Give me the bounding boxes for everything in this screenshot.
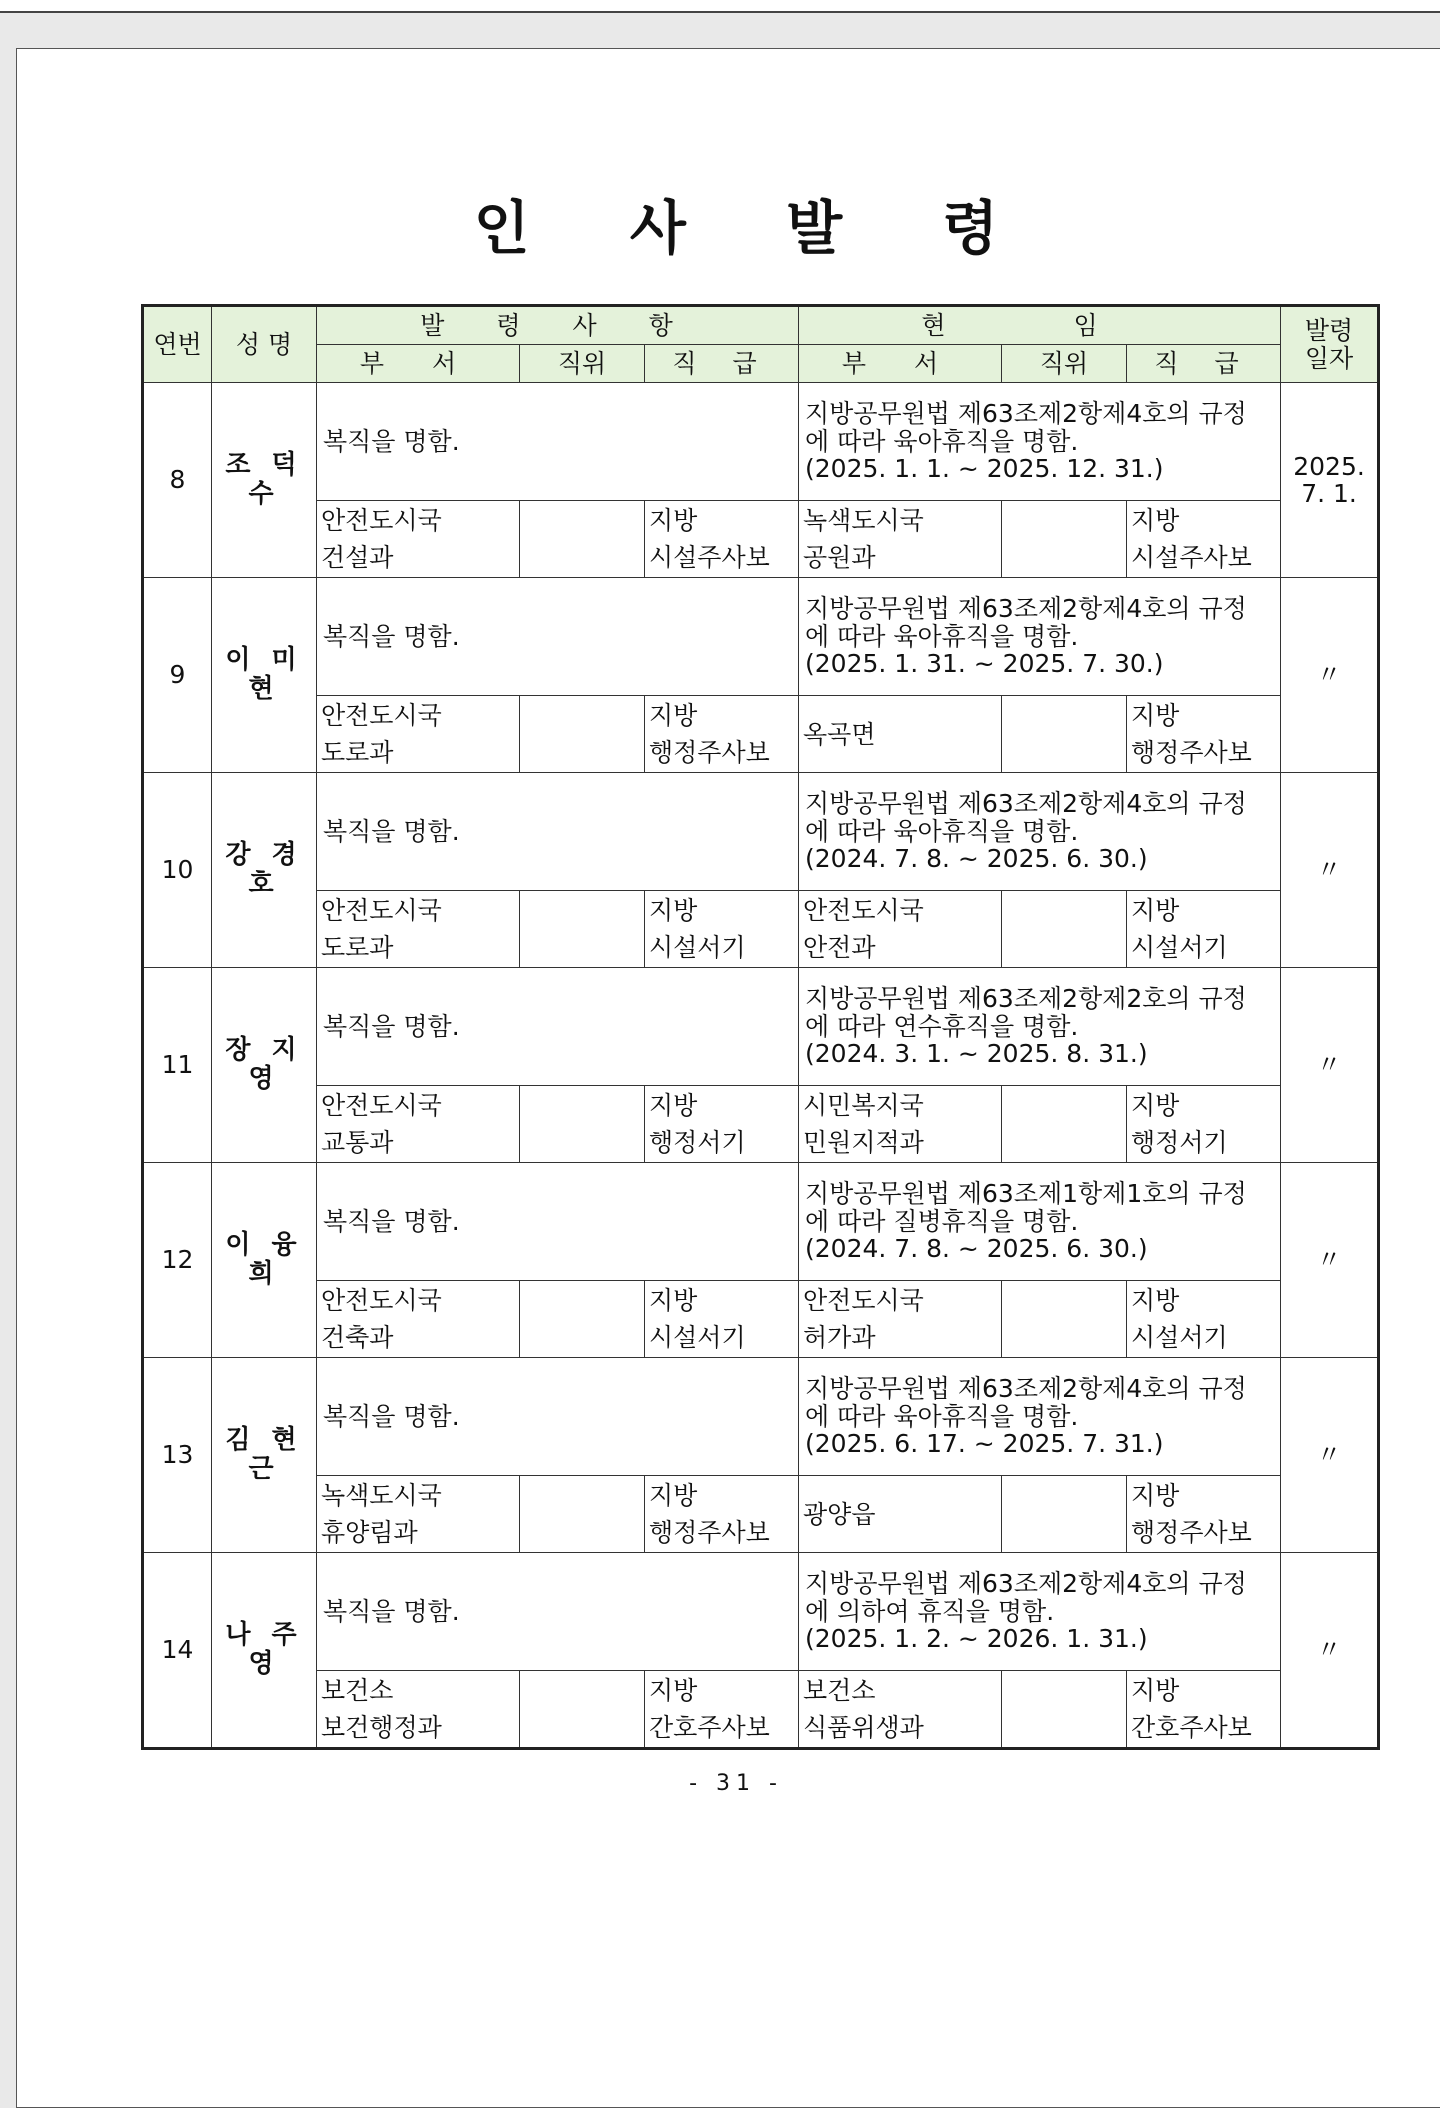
row-cur-dept xyxy=(799,1671,1002,1749)
row-name: 장 지 영 xyxy=(212,968,317,1163)
row-cur-grade xyxy=(1127,1476,1281,1553)
row-cur-position xyxy=(1002,1281,1127,1358)
table-row xyxy=(143,773,1379,891)
justified-line: 지방 xyxy=(1131,1091,1180,1120)
row-cur-dept xyxy=(799,501,1002,578)
table-row xyxy=(143,383,1379,501)
row-order-grade xyxy=(645,1086,799,1163)
date-line: 2025. xyxy=(1293,451,1365,481)
row-seq: 14 xyxy=(143,1553,212,1749)
justified-line: 지방 xyxy=(1131,701,1180,730)
date-line: 〃 xyxy=(1316,660,1342,690)
row-name: 강 경 호 xyxy=(212,773,317,968)
row-current-reason xyxy=(799,578,1281,696)
row-order-dept xyxy=(317,1671,520,1749)
header-cur-dept: 부 서 xyxy=(799,345,1002,383)
row-cur-dept xyxy=(799,1476,1002,1553)
reason-line: 에 따라 육아휴직을 명함. xyxy=(805,1401,1079,1431)
justified-line: 지방 xyxy=(649,1286,698,1315)
previous-page-edge xyxy=(0,0,1440,13)
table-row-detail xyxy=(143,696,1379,773)
row-order-dept xyxy=(317,501,520,578)
table-header xyxy=(143,306,1379,383)
row-current-reason xyxy=(799,1553,1281,1671)
justified-line: 지방 xyxy=(649,1481,698,1510)
table-row-detail xyxy=(143,501,1379,578)
row-cur-grade xyxy=(1127,1281,1281,1358)
row-cur-position xyxy=(1002,501,1127,578)
reason-line: (2025. 1. 2. ~ 2026. 1. 31.) xyxy=(805,1624,1148,1654)
reason-line: 에 따라 육아휴직을 명함. xyxy=(805,426,1079,456)
row-name: 이 미 현 xyxy=(212,578,317,773)
table-row-detail xyxy=(143,1476,1379,1553)
row-cur-dept xyxy=(799,891,1002,968)
row-cur-grade xyxy=(1127,1671,1281,1749)
row-order-grade xyxy=(645,1671,799,1749)
date-line: 7. 1. xyxy=(1301,479,1357,508)
row-cur-position xyxy=(1002,1086,1127,1163)
page-number: - 31 - xyxy=(689,1771,783,1796)
header-seq: 연번 xyxy=(143,306,212,383)
reason-line: 지방공무원법 제63조제2항제4호의 규정 xyxy=(805,789,1247,819)
reason-line: (2024. 7. 8. ~ 2025. 6. 30.) xyxy=(805,1234,1148,1264)
justified-line: 행정서기 xyxy=(649,1128,746,1157)
personnel-order-table xyxy=(141,304,1380,1750)
row-seq: 8 xyxy=(143,383,212,578)
row-date xyxy=(1281,773,1379,968)
row-cur-grade xyxy=(1127,501,1281,578)
header-order-group: 발 령 사 항 xyxy=(317,306,799,345)
page-title: 인 사 발 령 xyxy=(473,194,1039,262)
table-row xyxy=(143,968,1379,1086)
justified-line: 시설주사보 xyxy=(649,543,770,572)
header-cur-grade: 직 급 xyxy=(1127,345,1281,383)
justified-line: 시설서기 xyxy=(649,1323,746,1352)
row-cur-position xyxy=(1002,891,1127,968)
row-order-position xyxy=(520,1671,645,1749)
header-cur-position: 직위 xyxy=(1002,345,1127,383)
justified-line: 지방 xyxy=(1131,896,1180,925)
row-cur-position xyxy=(1002,696,1127,773)
row-order-grade xyxy=(645,1476,799,1553)
justified-line: 안전도시국 xyxy=(321,1286,442,1315)
row-date xyxy=(1281,383,1379,578)
row-order-dept xyxy=(317,1086,520,1163)
justified-line: 간호주사보 xyxy=(649,1713,770,1742)
row-order-position xyxy=(520,1281,645,1358)
row-order-action: 복직을 명함. xyxy=(317,968,799,1086)
row-current-reason xyxy=(799,773,1281,891)
reason-line: 지방공무원법 제63조제1항제1호의 규정 xyxy=(805,1179,1247,1209)
date-line: 〃 xyxy=(1316,1245,1342,1275)
justified-line: 녹색도시국 xyxy=(803,506,924,535)
justified-line: 간호주사보 xyxy=(1131,1713,1252,1742)
reason-line: (2024. 3. 1. ~ 2025. 8. 31.) xyxy=(805,1039,1148,1069)
justified-line: 건설과 xyxy=(321,543,394,572)
reason-line: 에 따라 육아휴직을 명함. xyxy=(805,816,1079,846)
reason-line: 에 따라 연수휴직을 명함. xyxy=(805,1011,1079,1041)
justified-line: 허가과 xyxy=(803,1323,876,1352)
row-order-action: 복직을 명함. xyxy=(317,773,799,891)
row-order-action: 복직을 명함. xyxy=(317,1553,799,1671)
row-name: 김 현 근 xyxy=(212,1358,317,1553)
row-order-grade xyxy=(645,1281,799,1358)
header-order-grade: 직 급 xyxy=(645,345,799,383)
row-seq: 13 xyxy=(143,1358,212,1553)
row-seq: 11 xyxy=(143,968,212,1163)
justified-line: 시설서기 xyxy=(1131,1323,1228,1352)
row-cur-grade xyxy=(1127,696,1281,773)
row-order-grade xyxy=(645,696,799,773)
justified-line: 안전과 xyxy=(803,933,876,962)
row-order-dept xyxy=(317,1281,520,1358)
row-cur-dept xyxy=(799,1281,1002,1358)
row-cur-dept xyxy=(799,1086,1002,1163)
reason-line: (2024. 7. 8. ~ 2025. 6. 30.) xyxy=(805,844,1148,874)
reason-line: 에 따라 질병휴직을 명함. xyxy=(805,1206,1079,1236)
justified-line: 지방 xyxy=(649,1091,698,1120)
justified-line: 안전도시국 xyxy=(321,896,442,925)
row-order-position xyxy=(520,501,645,578)
table-row xyxy=(143,1553,1379,1671)
reason-line: 지방공무원법 제63조제2항제4호의 규정 xyxy=(805,1569,1247,1599)
row-order-action: 복직을 명함. xyxy=(317,1358,799,1476)
justified-line: 안전도시국 xyxy=(321,1091,442,1120)
date-line: 〃 xyxy=(1316,1440,1342,1470)
reason-line: 지방공무원법 제63조제2항제4호의 규정 xyxy=(805,399,1247,429)
table-row xyxy=(143,1163,1379,1281)
justified-line: 행정주사보 xyxy=(1131,738,1252,767)
row-name: 조 덕 수 xyxy=(212,383,317,578)
table-row-detail xyxy=(143,891,1379,968)
justified-line: 지방 xyxy=(1131,506,1180,535)
reason-line: (2025. 6. 17. ~ 2025. 7. 31.) xyxy=(805,1429,1164,1459)
justified-line: 광양읍 xyxy=(803,1499,876,1529)
header-date-line1: 발령 xyxy=(1304,316,1354,345)
table-row-detail xyxy=(143,1671,1379,1749)
date-line: 〃 xyxy=(1316,855,1342,885)
row-date xyxy=(1281,1553,1379,1749)
row-current-reason xyxy=(799,1163,1281,1281)
document-page xyxy=(16,48,1440,2108)
reason-line: 지방공무원법 제63조제2항제2호의 규정 xyxy=(805,984,1247,1014)
row-order-dept xyxy=(317,1476,520,1553)
row-order-action: 복직을 명함. xyxy=(317,383,799,501)
justified-line: 행정서기 xyxy=(1131,1128,1228,1157)
reason-line: 지방공무원법 제63조제2항제4호의 규정 xyxy=(805,594,1247,624)
justified-line: 보건행정과 xyxy=(321,1713,442,1742)
justified-line: 안전도시국 xyxy=(321,506,442,535)
reason-line: 지방공무원법 제63조제2항제4호의 규정 xyxy=(805,1374,1247,1404)
justified-line: 보건소 xyxy=(803,1676,876,1705)
row-seq: 12 xyxy=(143,1163,212,1358)
row-cur-grade xyxy=(1127,891,1281,968)
row-order-action: 복직을 명함. xyxy=(317,1163,799,1281)
justified-line: 지방 xyxy=(649,506,698,535)
justified-line: 도로과 xyxy=(321,738,394,767)
justified-line: 녹색도시국 xyxy=(321,1481,442,1510)
row-order-dept xyxy=(317,696,520,773)
row-current-reason xyxy=(799,968,1281,1086)
row-date xyxy=(1281,578,1379,773)
table-row xyxy=(143,578,1379,696)
justified-line: 지방 xyxy=(1131,1286,1180,1315)
header-order-position: 직위 xyxy=(520,345,645,383)
row-order-position xyxy=(520,1476,645,1553)
row-seq: 10 xyxy=(143,773,212,968)
justified-line: 시설주사보 xyxy=(1131,543,1252,572)
row-date xyxy=(1281,968,1379,1163)
justified-line: 지방 xyxy=(649,896,698,925)
justified-line: 행정주사보 xyxy=(649,1518,770,1547)
justified-line: 시설서기 xyxy=(649,933,746,962)
table-row-detail xyxy=(143,1086,1379,1163)
reason-line: (2025. 1. 31. ~ 2025. 7. 30.) xyxy=(805,649,1164,679)
row-order-grade xyxy=(645,501,799,578)
row-cur-dept xyxy=(799,696,1002,773)
row-name: 나 주 영 xyxy=(212,1553,317,1749)
justified-line: 보건소 xyxy=(321,1676,394,1705)
row-current-reason xyxy=(799,1358,1281,1476)
justified-line: 지방 xyxy=(1131,1676,1180,1705)
row-order-position xyxy=(520,1086,645,1163)
justified-line: 지방 xyxy=(649,701,698,730)
row-cur-position xyxy=(1002,1671,1127,1749)
justified-line: 옥곡면 xyxy=(803,719,876,749)
justified-line: 행정주사보 xyxy=(1131,1518,1252,1547)
header-date-line2: 일자 xyxy=(1304,343,1354,373)
row-seq: 9 xyxy=(143,578,212,773)
justified-line: 안전도시국 xyxy=(321,701,442,730)
date-line: 〃 xyxy=(1316,1635,1342,1665)
justified-line: 공원과 xyxy=(803,543,876,572)
justified-line: 행정주사보 xyxy=(649,738,770,767)
row-date xyxy=(1281,1358,1379,1553)
justified-line: 지방 xyxy=(649,1676,698,1705)
row-order-grade xyxy=(645,891,799,968)
justified-line: 건축과 xyxy=(321,1323,394,1352)
header-order-dept: 부 서 xyxy=(317,345,520,383)
row-current-reason xyxy=(799,383,1281,501)
row-name: 이 융 희 xyxy=(212,1163,317,1358)
header-name: 성 명 xyxy=(212,306,317,383)
justified-line: 교통과 xyxy=(321,1128,394,1157)
reason-line: 에 의하여 휴직을 명함. xyxy=(805,1596,1055,1626)
justified-line: 시설서기 xyxy=(1131,933,1228,962)
row-order-action: 복직을 명함. xyxy=(317,578,799,696)
header-date xyxy=(1281,306,1379,383)
justified-line: 시민복지국 xyxy=(803,1091,924,1120)
justified-line: 휴양림과 xyxy=(321,1518,418,1547)
table-row xyxy=(143,1358,1379,1476)
header-current-group: 현 임 xyxy=(799,306,1281,345)
date-line: 〃 xyxy=(1316,1050,1342,1080)
row-cur-grade xyxy=(1127,1086,1281,1163)
justified-line: 민원지적과 xyxy=(803,1128,924,1157)
justified-line: 지방 xyxy=(1131,1481,1180,1510)
row-date xyxy=(1281,1163,1379,1358)
justified-line: 식품위생과 xyxy=(803,1713,924,1742)
justified-line: 안전도시국 xyxy=(803,896,924,925)
reason-line: (2025. 1. 1. ~ 2025. 12. 31.) xyxy=(805,454,1164,484)
justified-line: 도로과 xyxy=(321,933,394,962)
table-body xyxy=(143,383,1379,1749)
row-order-position xyxy=(520,696,645,773)
row-order-position xyxy=(520,891,645,968)
row-cur-position xyxy=(1002,1476,1127,1553)
reason-line: 에 따라 육아휴직을 명함. xyxy=(805,621,1079,651)
table-row-detail xyxy=(143,1281,1379,1358)
justified-line: 안전도시국 xyxy=(803,1286,924,1315)
row-order-dept xyxy=(317,891,520,968)
